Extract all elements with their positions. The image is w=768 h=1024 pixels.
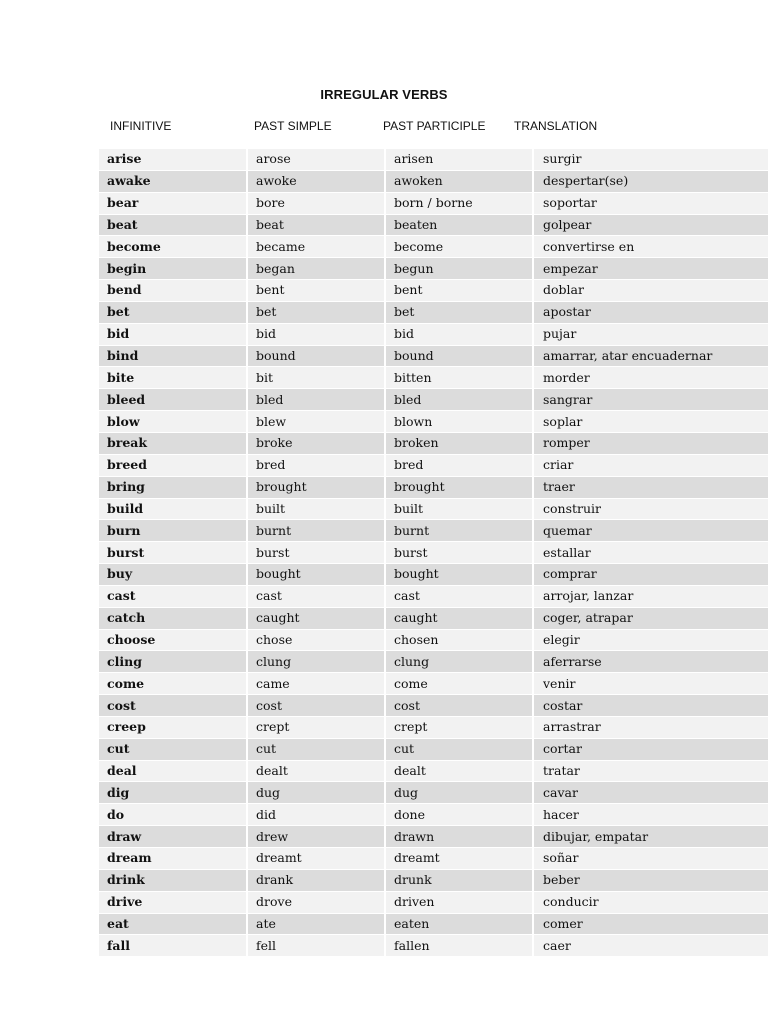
cell-past-simple: dug	[248, 782, 386, 804]
table-row	[99, 826, 768, 848]
table-row	[99, 149, 768, 171]
table-row	[99, 739, 768, 761]
cell-infinitive: bring	[99, 477, 248, 499]
cell-past-participle: bent	[386, 280, 534, 302]
cell-infinitive: fall	[99, 935, 248, 957]
cell-translation: quemar	[534, 520, 768, 542]
verb-table-body	[99, 149, 768, 957]
cell-past-participle: cut	[386, 739, 534, 761]
cell-past-simple: drove	[248, 892, 386, 914]
cell-past-simple: bred	[248, 455, 386, 477]
cell-past-simple: brought	[248, 477, 386, 499]
cell-past-simple: chose	[248, 630, 386, 652]
cell-infinitive: bind	[99, 346, 248, 368]
cell-past-participle: chosen	[386, 630, 534, 652]
table-row	[99, 673, 768, 695]
cell-past-simple: bid	[248, 324, 386, 346]
cell-infinitive: begin	[99, 258, 248, 280]
cell-past-simple: caught	[248, 608, 386, 630]
cell-past-simple: bent	[248, 280, 386, 302]
table-row	[99, 433, 768, 455]
cell-past-participle: bet	[386, 302, 534, 324]
cell-infinitive: come	[99, 673, 248, 695]
cell-past-participle: dug	[386, 782, 534, 804]
cell-past-participle: burst	[386, 542, 534, 564]
cell-infinitive: bet	[99, 302, 248, 324]
cell-infinitive: do	[99, 804, 248, 826]
header-past-participle: PAST PARTICIPLE	[383, 119, 486, 133]
cell-past-simple: beat	[248, 215, 386, 237]
cell-past-participle: begun	[386, 258, 534, 280]
cell-past-participle: bitten	[386, 367, 534, 389]
cell-translation: soñar	[534, 848, 768, 870]
cell-past-simple: crept	[248, 717, 386, 739]
cell-infinitive: deal	[99, 761, 248, 783]
cell-past-simple: awoke	[248, 171, 386, 193]
cell-past-simple: became	[248, 236, 386, 258]
cell-translation: comer	[534, 914, 768, 936]
cell-infinitive: creep	[99, 717, 248, 739]
table-row	[99, 367, 768, 389]
cell-translation: comprar	[534, 564, 768, 586]
cell-translation: empezar	[534, 258, 768, 280]
cell-infinitive: choose	[99, 630, 248, 652]
cell-past-participle: drunk	[386, 870, 534, 892]
cell-translation: dibujar, empatar	[534, 826, 768, 848]
cell-past-participle: become	[386, 236, 534, 258]
cell-past-simple: began	[248, 258, 386, 280]
table-row	[99, 804, 768, 826]
cell-translation: traer	[534, 477, 768, 499]
cell-infinitive: eat	[99, 914, 248, 936]
table-row	[99, 389, 768, 411]
cell-past-participle: bought	[386, 564, 534, 586]
table-row	[99, 346, 768, 368]
cell-translation: criar	[534, 455, 768, 477]
table-row	[99, 455, 768, 477]
table-row	[99, 695, 768, 717]
cell-infinitive: arise	[99, 149, 248, 171]
header-past-simple: PAST SIMPLE	[254, 119, 332, 133]
table-row	[99, 236, 768, 258]
cell-past-participle: come	[386, 673, 534, 695]
cell-translation: caer	[534, 935, 768, 957]
cell-infinitive: cling	[99, 651, 248, 673]
cell-translation: hacer	[534, 804, 768, 826]
cell-past-simple: clung	[248, 651, 386, 673]
table-row	[99, 935, 768, 957]
cell-infinitive: blow	[99, 411, 248, 433]
cell-past-simple: burst	[248, 542, 386, 564]
table-row	[99, 848, 768, 870]
cell-past-simple: cut	[248, 739, 386, 761]
cell-past-participle: blown	[386, 411, 534, 433]
cell-past-participle: burnt	[386, 520, 534, 542]
cell-past-participle: crept	[386, 717, 534, 739]
header-infinitive: INFINITIVE	[110, 119, 172, 133]
cell-past-simple: dealt	[248, 761, 386, 783]
cell-infinitive: bite	[99, 367, 248, 389]
table-row	[99, 782, 768, 804]
table-row	[99, 258, 768, 280]
cell-translation: elegir	[534, 630, 768, 652]
table-row	[99, 477, 768, 499]
cell-past-simple: fell	[248, 935, 386, 957]
table-row	[99, 171, 768, 193]
cell-translation: venir	[534, 673, 768, 695]
cell-translation: aferrarse	[534, 651, 768, 673]
cell-infinitive: catch	[99, 608, 248, 630]
cell-past-simple: ate	[248, 914, 386, 936]
cell-past-simple: bled	[248, 389, 386, 411]
cell-past-participle: done	[386, 804, 534, 826]
table-row	[99, 193, 768, 215]
cell-infinitive: cut	[99, 739, 248, 761]
cell-infinitive: buy	[99, 564, 248, 586]
cell-infinitive: awake	[99, 171, 248, 193]
cell-past-simple: came	[248, 673, 386, 695]
cell-infinitive: cast	[99, 586, 248, 608]
table-row	[99, 324, 768, 346]
cell-past-simple: bet	[248, 302, 386, 324]
cell-past-simple: broke	[248, 433, 386, 455]
cell-past-participle: bid	[386, 324, 534, 346]
cell-translation: conducir	[534, 892, 768, 914]
cell-past-participle: built	[386, 499, 534, 521]
cell-past-participle: fallen	[386, 935, 534, 957]
table-row	[99, 630, 768, 652]
cell-infinitive: dream	[99, 848, 248, 870]
cell-translation: amarrar, atar encuadernar	[534, 346, 768, 368]
cell-infinitive: break	[99, 433, 248, 455]
cell-past-participle: dealt	[386, 761, 534, 783]
cell-translation: tratar	[534, 761, 768, 783]
table-row	[99, 542, 768, 564]
table-row	[99, 914, 768, 936]
document-title: IRREGULAR VERBS	[320, 87, 448, 102]
cell-past-participle: brought	[386, 477, 534, 499]
cell-past-simple: bit	[248, 367, 386, 389]
cell-infinitive: burn	[99, 520, 248, 542]
cell-translation: estallar	[534, 542, 768, 564]
cell-infinitive: cost	[99, 695, 248, 717]
cell-infinitive: draw	[99, 826, 248, 848]
cell-infinitive: bid	[99, 324, 248, 346]
cell-translation: surgir	[534, 149, 768, 171]
cell-past-simple: bore	[248, 193, 386, 215]
cell-past-participle: eaten	[386, 914, 534, 936]
cell-infinitive: drink	[99, 870, 248, 892]
table-row	[99, 761, 768, 783]
table-row	[99, 302, 768, 324]
cell-past-participle: cast	[386, 586, 534, 608]
cell-translation: cavar	[534, 782, 768, 804]
cell-past-participle: beaten	[386, 215, 534, 237]
cell-past-participle: driven	[386, 892, 534, 914]
cell-translation: costar	[534, 695, 768, 717]
cell-translation: convertirse en	[534, 236, 768, 258]
cell-translation: construir	[534, 499, 768, 521]
cell-past-participle: clung	[386, 651, 534, 673]
cell-translation: arrojar, lanzar	[534, 586, 768, 608]
cell-past-simple: blew	[248, 411, 386, 433]
table-row	[99, 717, 768, 739]
cell-past-simple: did	[248, 804, 386, 826]
cell-past-simple: arose	[248, 149, 386, 171]
table-row	[99, 564, 768, 586]
cell-translation: coger, atrapar	[534, 608, 768, 630]
cell-past-simple: drank	[248, 870, 386, 892]
column-headers	[0, 119, 768, 137]
cell-translation: pujar	[534, 324, 768, 346]
cell-past-participle: bound	[386, 346, 534, 368]
cell-past-simple: built	[248, 499, 386, 521]
cell-past-participle: bled	[386, 389, 534, 411]
cell-infinitive: breed	[99, 455, 248, 477]
cell-past-participle: caught	[386, 608, 534, 630]
cell-infinitive: drive	[99, 892, 248, 914]
cell-past-participle: awoken	[386, 171, 534, 193]
table-row	[99, 280, 768, 302]
cell-translation: cortar	[534, 739, 768, 761]
header-translation: TRANSLATION	[514, 119, 598, 133]
table-row	[99, 870, 768, 892]
cell-translation: morder	[534, 367, 768, 389]
cell-past-simple: bound	[248, 346, 386, 368]
cell-past-participle: dreamt	[386, 848, 534, 870]
table-row	[99, 608, 768, 630]
cell-past-participle: broken	[386, 433, 534, 455]
cell-translation: despertar(se)	[534, 171, 768, 193]
cell-translation: doblar	[534, 280, 768, 302]
cell-past-simple: burnt	[248, 520, 386, 542]
table-row	[99, 499, 768, 521]
table-row	[99, 215, 768, 237]
cell-infinitive: build	[99, 499, 248, 521]
cell-past-simple: drew	[248, 826, 386, 848]
irregular-verbs-table	[99, 149, 768, 957]
cell-translation: beber	[534, 870, 768, 892]
cell-past-participle: drawn	[386, 826, 534, 848]
cell-infinitive: become	[99, 236, 248, 258]
table-row	[99, 520, 768, 542]
cell-past-simple: cast	[248, 586, 386, 608]
cell-past-participle: cost	[386, 695, 534, 717]
cell-infinitive: burst	[99, 542, 248, 564]
cell-infinitive: bend	[99, 280, 248, 302]
cell-translation: arrastrar	[534, 717, 768, 739]
cell-translation: sangrar	[534, 389, 768, 411]
cell-past-participle: bred	[386, 455, 534, 477]
cell-infinitive: bleed	[99, 389, 248, 411]
cell-infinitive: dig	[99, 782, 248, 804]
cell-translation: soplar	[534, 411, 768, 433]
cell-infinitive: beat	[99, 215, 248, 237]
cell-past-participle: arisen	[386, 149, 534, 171]
cell-past-simple: bought	[248, 564, 386, 586]
cell-translation: apostar	[534, 302, 768, 324]
table-row	[99, 892, 768, 914]
cell-infinitive: bear	[99, 193, 248, 215]
cell-past-simple: cost	[248, 695, 386, 717]
table-row	[99, 411, 768, 433]
cell-translation: romper	[534, 433, 768, 455]
table-row	[99, 651, 768, 673]
table-row	[99, 586, 768, 608]
cell-translation: soportar	[534, 193, 768, 215]
cell-past-simple: dreamt	[248, 848, 386, 870]
cell-past-participle: born / borne	[386, 193, 534, 215]
cell-translation: golpear	[534, 215, 768, 237]
